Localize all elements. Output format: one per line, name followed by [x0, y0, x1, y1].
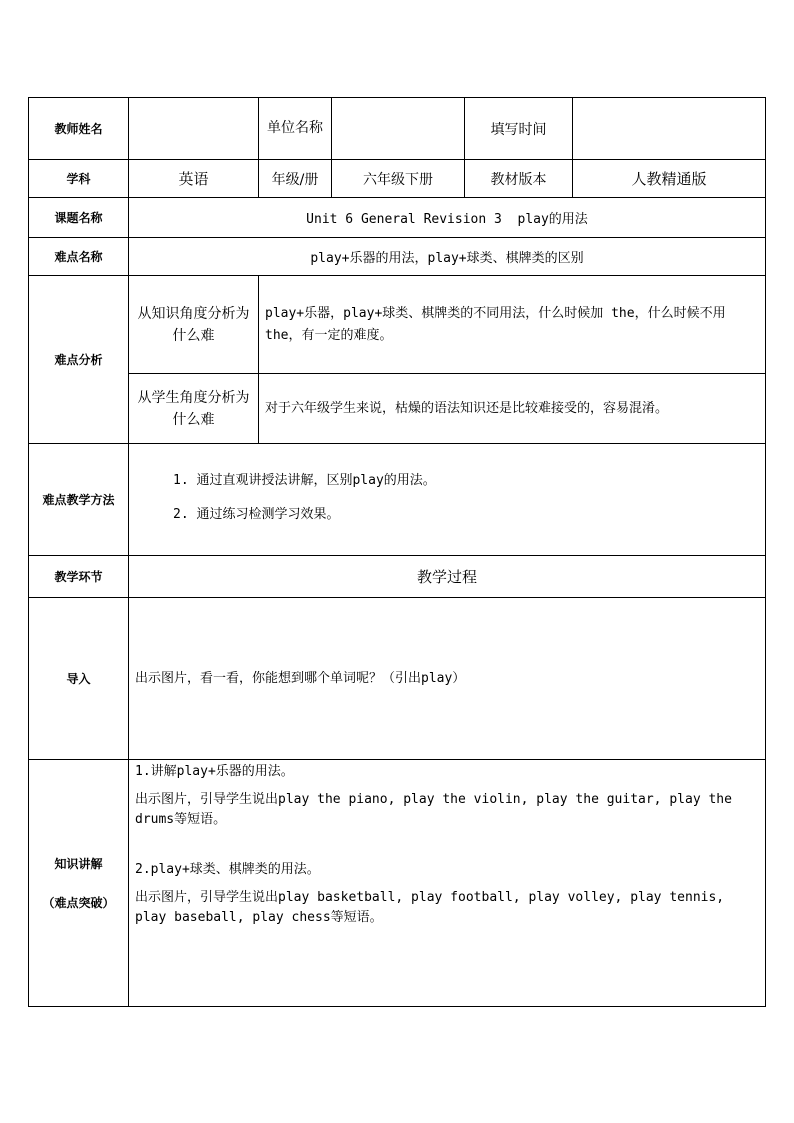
intro-row [29, 598, 766, 760]
header-row-2 [29, 160, 766, 198]
subject-value: 英语 [129, 160, 259, 198]
student-angle-label: 从学生角度分析为什么难 [129, 374, 259, 444]
knowledge-angle-value: play+乐器，play+球类、棋牌类的不同用法，什么时候加 the，什么时候不用 the，有一定的难度。 [259, 276, 766, 374]
fill-date-value [573, 98, 766, 160]
analysis-label: 难点分析 [29, 276, 129, 444]
lesson-plan-table [28, 97, 766, 1007]
unit-name-label: 单位名称 [259, 98, 332, 160]
unit-name-value [332, 98, 465, 160]
method-item-2: 2. 通过练习检测学习效果。 [173, 506, 340, 522]
grade-value: 六年级下册 [332, 160, 465, 198]
knowledge-point-1: 1.讲解play+乐器的用法。 [135, 764, 294, 779]
knowledge-label-cell [29, 760, 129, 1007]
method-row [29, 444, 766, 556]
header-row-1 [29, 98, 766, 160]
topic-label: 课题名称 [29, 198, 129, 238]
topic-value: Unit 6 General Revision 3 play的用法 [129, 198, 766, 238]
intro-text: 出示图片，看一看，你能想到哪个单词呢？（引出play） [129, 598, 766, 760]
knowledge-label: 知识讲解 [54, 857, 103, 871]
subject-label: 学科 [29, 160, 129, 198]
method-item-1: 1. 通过直观讲授法讲解，区别play的用法。 [173, 472, 436, 488]
difficulty-row [29, 238, 766, 276]
knowledge-point-1-detail: 出示图片，引导学生说出play the piano, play the violin, play the guitar, play the drums等短语。 [135, 792, 732, 827]
process-title: 教学过程 [129, 556, 766, 598]
student-angle-value: 对于六年级学生来说，枯燥的语法知识还是比较难接受的，容易混淆。 [259, 374, 766, 444]
edition-label: 教材版本 [465, 160, 573, 198]
analysis-row-student [29, 374, 766, 444]
process-header-row [29, 556, 766, 598]
teacher-name-value [129, 98, 259, 160]
topic-row [29, 198, 766, 238]
analysis-row-knowledge [29, 276, 766, 374]
knowledge-row [29, 760, 766, 1007]
knowledge-sublabel: （难点突破） [42, 896, 115, 910]
difficulty-label: 难点名称 [29, 238, 129, 276]
teacher-name-label: 教师姓名 [29, 98, 129, 160]
knowledge-point-2-detail: 出示图片，引导学生说出play basketball, play football, play volley, play tennis, play baseball, play chess等短语。 [135, 890, 725, 925]
knowledge-point-2: 2.play+球类、棋牌类的用法。 [135, 862, 320, 877]
method-cell [129, 444, 766, 556]
difficulty-value: play+乐器的用法，play+球类、棋牌类的区别 [129, 238, 766, 276]
grade-label: 年级/册 [259, 160, 332, 198]
knowledge-content [129, 760, 766, 1007]
method-label: 难点教学方法 [29, 444, 129, 556]
intro-label: 导入 [29, 598, 129, 760]
knowledge-angle-label: 从知识角度分析为什么难 [129, 276, 259, 374]
fill-date-label: 填写时间 [465, 98, 573, 160]
edition-value: 人教精通版 [573, 160, 766, 198]
method-list [135, 471, 759, 525]
process-label: 教学环节 [29, 556, 129, 598]
